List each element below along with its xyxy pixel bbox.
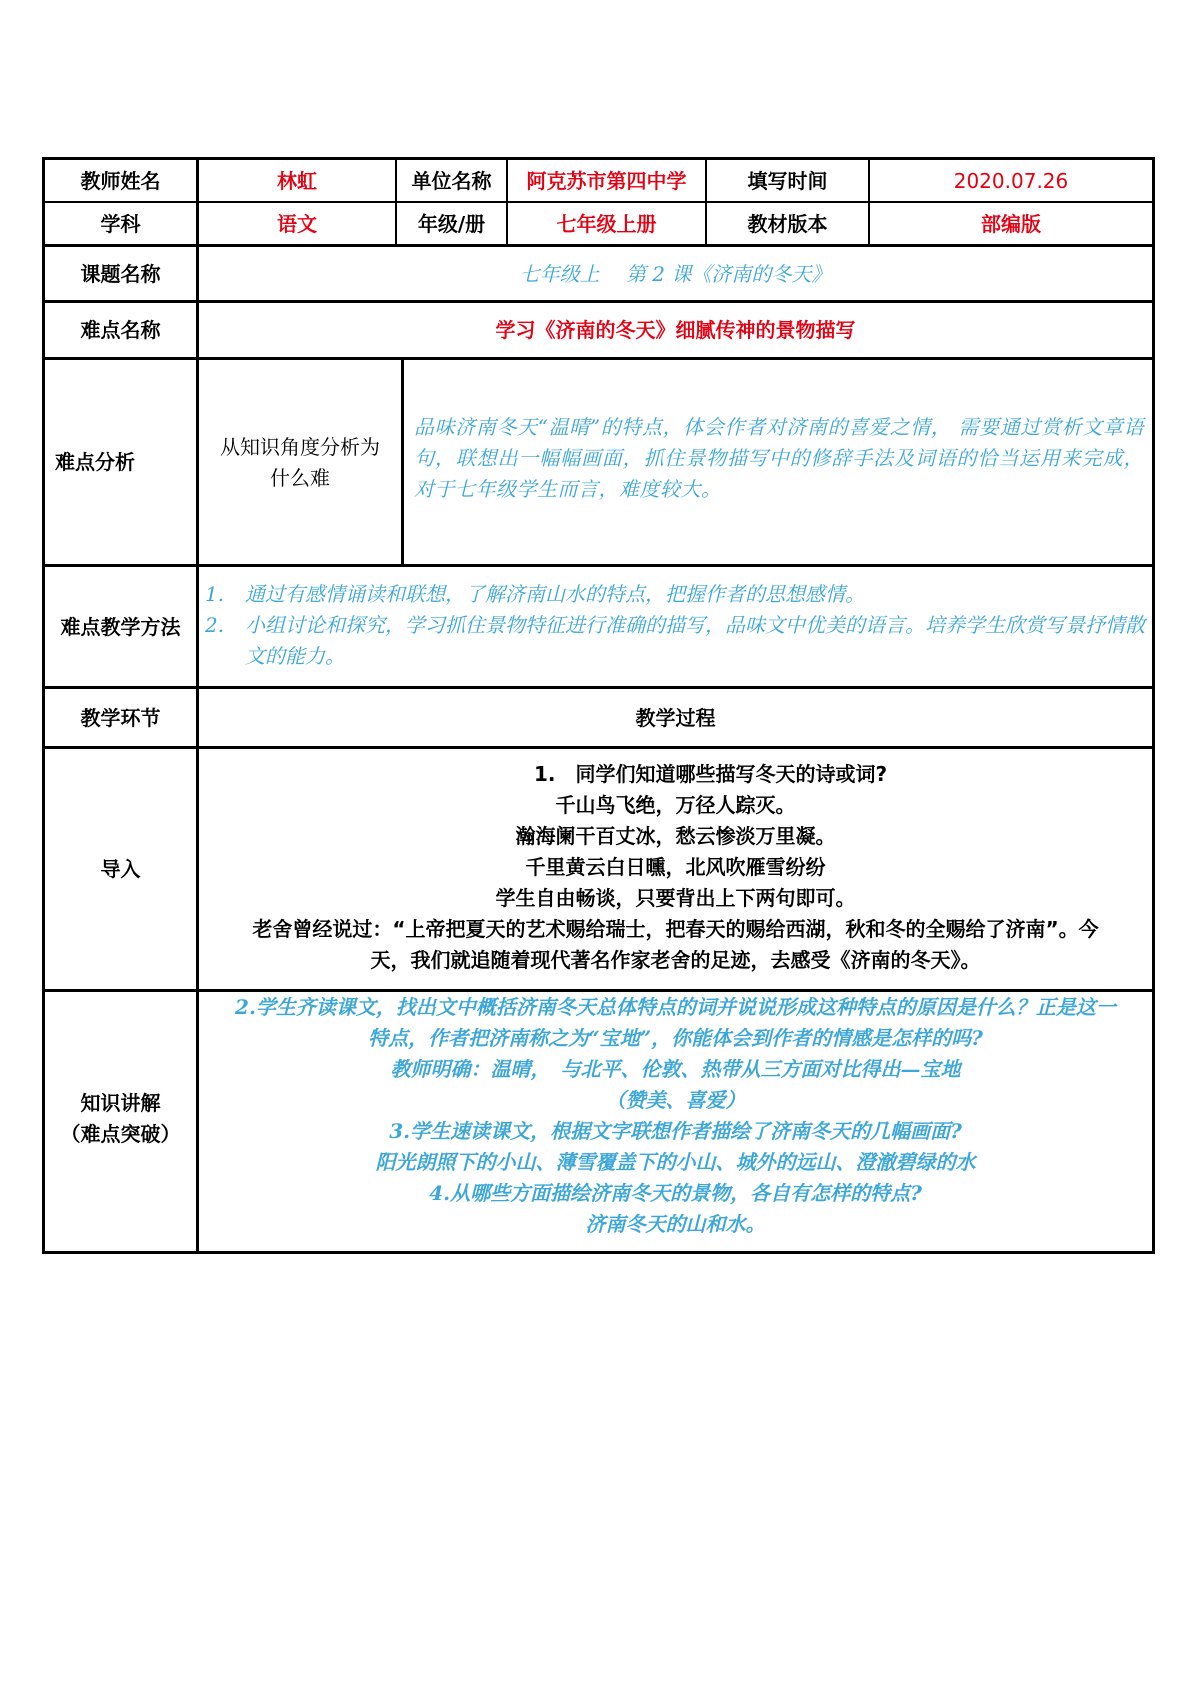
knowledge-line: 阳光朗照下的小山、薄雪覆盖下的小山、城外的远山、澄澈碧绿的水 [375, 1150, 976, 1174]
method-content [196, 567, 1152, 686]
lesson-plan-table [42, 157, 1155, 1254]
row-analysis [45, 357, 1152, 564]
method-item [199, 610, 1152, 672]
date-value: 2020.07.26 [868, 160, 1152, 201]
process-section-label: 教学环节 [80, 705, 161, 730]
intro-line: 1. 同学们知道哪些描写冬天的诗或词? [533, 762, 888, 786]
knowledge-line: 4.从哪些方面描绘济南冬天的景物，各自有怎样的特点? [429, 1181, 922, 1205]
knowledge-line: （赞美、喜爱） [605, 1088, 746, 1112]
analysis-label: 难点分析 [55, 450, 135, 474]
subject-value: 语文 [196, 203, 395, 244]
grade-value: 七年级上册 [506, 203, 705, 244]
knowledge-line: 教师明确：温晴， 与北平、伦敦、热带从三方面对比得出—宝地 [390, 1057, 961, 1081]
row-topic [45, 244, 1152, 300]
edition-value: 部编版 [868, 203, 1152, 244]
method-item-text: 小组讨论和探究，学习抓住景物特征进行准确的描写，品味文中优美的语言。培养学生欣赏写景抒情散文的能力。 [245, 613, 1145, 668]
unit-label: 单位名称 [395, 160, 506, 201]
knowledge-line: 2.学生齐读课文，找出文中概括济南冬天总体特点的词并说说形成这种特点的原因是什么？正是这一 [235, 995, 1116, 1019]
teacher-value: 林虹 [196, 160, 395, 201]
analysis-sub-label-line1: 从知识角度分析为 [220, 435, 380, 459]
row-knowledge [45, 989, 1152, 1251]
intro-line: 学生自由畅谈，只要背出上下两句即可。 [495, 886, 856, 910]
method-item [199, 579, 1152, 610]
date-label: 填写时间 [705, 160, 868, 201]
knowledge-line: 特点，作者把济南称之为“宝地”，你能体会到作者的情感是怎样的吗? [368, 1026, 983, 1050]
subject-label: 学科 [100, 211, 141, 236]
method-label: 难点教学方法 [60, 614, 181, 639]
analysis-sub-label [196, 360, 401, 564]
difficulty-value: 学习《济南的冬天》细腻传神的景物描写 [196, 303, 1152, 357]
unit-value: 阿克苏市第四中学 [506, 160, 705, 201]
intro-label: 导入 [100, 857, 141, 881]
row-teacher [45, 160, 1152, 201]
teacher-label: 教师姓名 [80, 168, 161, 193]
topic-label: 课题名称 [80, 261, 161, 286]
knowledge-line: 3.学生速读课文，根据文字联想作者描绘了济南冬天的几幅画面? [389, 1119, 962, 1143]
method-list [199, 579, 1164, 672]
analysis-text [401, 360, 1152, 564]
intro-line: 千山鸟飞绝，万径人踪灭。 [555, 793, 796, 817]
intro-content [196, 749, 1152, 989]
difficulty-label: 难点名称 [80, 318, 161, 342]
method-item-text: 通过有感情诵读和联想，了解济南山水的特点，把握作者的思想感情。 [245, 582, 865, 606]
intro-line: 千里黄云白日曛，北风吹雁雪纷纷 [525, 855, 826, 879]
intro-lines [199, 759, 1152, 976]
analysis-text-content: 品味济南冬天“温晴”的特点，体会作者对济南的喜爱之情， 需要通过赏析文章语句，联想出一幅幅画面，抓住景物描写中的修辞手法及词语的恰当运用来完成，对于七年级学生而言，难度较大。 [414, 415, 1144, 501]
row-subject [45, 201, 1152, 244]
topic-value: 七年级上 第 2 课《济南的冬天》 [196, 247, 1152, 300]
row-intro [45, 746, 1152, 989]
row-method [45, 564, 1152, 686]
analysis-sub-label-line2: 什么难 [270, 466, 330, 490]
knowledge-line: 济南冬天的山和水。 [585, 1212, 766, 1236]
method-item-number: 1. [205, 582, 225, 606]
edition-label: 教材版本 [705, 203, 868, 244]
intro-line: 瀚海阑干百丈冰，愁云惨淡万里凝。 [515, 824, 836, 848]
knowledge-lines [199, 992, 1152, 1240]
knowledge-label-line1: 知识讲解 [80, 1091, 161, 1115]
process-header-value: 教学过程 [196, 689, 1152, 746]
method-item-number: 2. [205, 613, 225, 637]
grade-label: 年级/册 [395, 203, 506, 244]
intro-line: 老舍曾经说过：“上帝把夏天的艺术赐给瑞士，把春天的赐给西湖，秋和冬的全赐给了济南”。今 [252, 917, 1099, 941]
row-difficulty [45, 300, 1152, 357]
row-process-header [45, 686, 1152, 746]
knowledge-label [45, 992, 196, 1251]
knowledge-content [196, 992, 1152, 1251]
intro-line: 天，我们就追随着现代著名作家老舍的足迹，去感受《济南的冬天》。 [370, 948, 981, 972]
knowledge-label-line2: （难点突破） [60, 1122, 181, 1146]
